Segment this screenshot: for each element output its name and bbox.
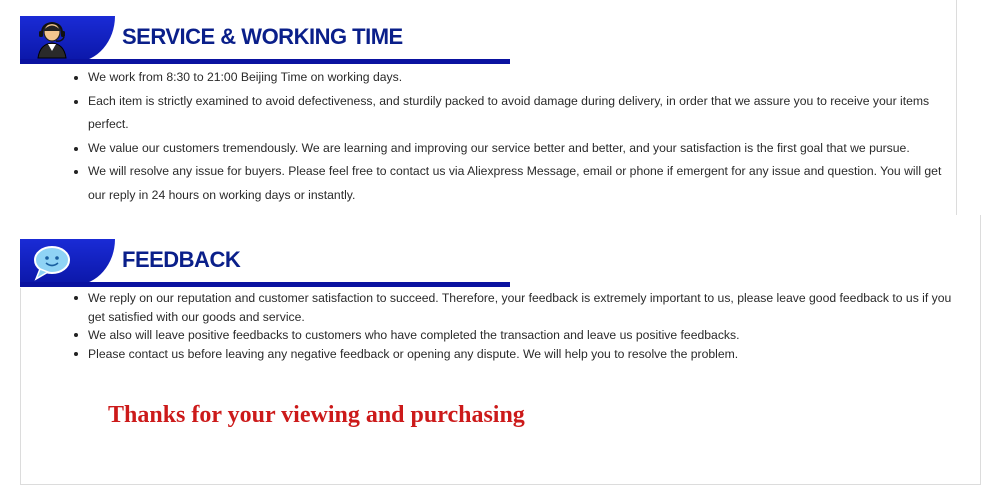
frame-bottom [20, 484, 981, 485]
feedback-header-rule [20, 282, 510, 287]
service-item: Each item is strictly examined to avoid defectiveness, and sturdily packed to avoid damage during delivery, in order that we assure you to receive your items perfect. [70, 90, 960, 137]
feedback-title: FEEDBACK [122, 247, 241, 272]
service-list [70, 66, 960, 207]
feedback-item: We reply on our reputation and customer satisfaction to succeed. Therefore, your feedback is extremely important to us, please leave good feedback to us if you get satisfied with our goods and service. [70, 289, 960, 326]
cropped-text-remnant [88, 209, 428, 215]
feedback-item: We also will leave positive feedbacks to customers who have completed the transaction and leave us positive feedbacks. [70, 326, 960, 345]
service-title: SERVICE & WORKING TIME [122, 24, 403, 49]
feedback-item: Please contact us before leaving any negative feedback or opening any dispute. We will help you to resolve the problem. [70, 345, 960, 364]
speech-bubble-icon [30, 243, 74, 283]
frame-left-bottom [20, 288, 21, 484]
service-item: We will resolve any issue for buyers. Please feel free to contact us via Aliexpress Message, email or phone if emergent for any issue and question. You will get our reply in 24 hours on working days or instantly. [70, 160, 960, 207]
feedback-header [20, 239, 510, 287]
frame-right-bottom [980, 215, 981, 485]
thanks-message: Thanks for your viewing and purchasing [108, 402, 525, 428]
agent-headset-icon [30, 20, 74, 60]
service-item: We work from 8:30 to 21:00 Beijing Time on working days. [70, 66, 960, 90]
service-item: We value our customers tremendously. We are learning and improving our service better and better, and your satisfaction is the first goal that we pursue. [70, 137, 960, 161]
feedback-list [70, 289, 960, 363]
service-header [20, 16, 510, 64]
service-header-rule [20, 59, 510, 64]
